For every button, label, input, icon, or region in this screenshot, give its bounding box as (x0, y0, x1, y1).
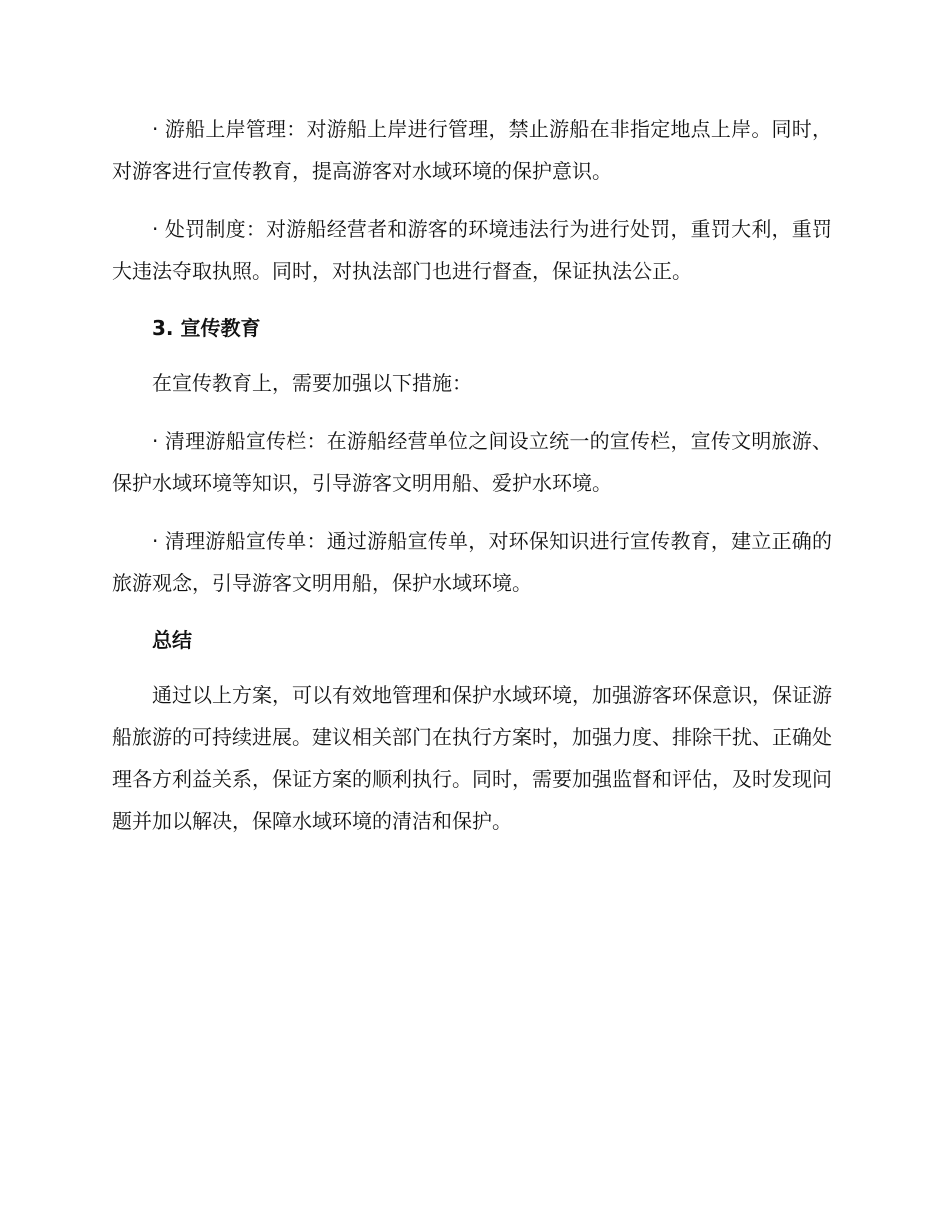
bullet-publicity-board: · 清理游船宣传栏：在游船经营单位之间设立统一的宣传栏，宣传文明旅游、保护水域环境等知识，引导游客文明用船、爱护水环境。 (112, 429, 832, 495)
section-heading-publicity-education: 3. 宣传教育 (152, 316, 261, 340)
document-body (112, 108, 832, 858)
bullet-landing-management: · 游船上岸管理：对游船上岸进行管理，禁止游船在非指定地点上岸。同时，对游客进行宣传教育，提高游客对水域环境的保护意识。 (112, 117, 832, 183)
section-heading-summary: 总结 (152, 628, 192, 652)
intro-publicity-measures: 在宣传教育上，需要加强以下措施： (152, 371, 472, 395)
summary-paragraph: 通过以上方案，可以有效地管理和保护水域环境，加强游客环保意识，保证游船旅游的可持续进展。建议相关部门在执行方案时，加强力度、排除干扰、正确处理各方利益关系，保证方案的顺利执行。同时，需要加强监督和评估，及时发现问题并加以解决，保障水域环境的清洁和保护。 (112, 683, 832, 833)
bullet-publicity-leaflet: · 清理游船宣传单：通过游船宣传单，对环保知识进行宣传教育，建立正确的旅游观念，引导游客文明用船，保护水域环境。 (112, 529, 832, 595)
bullet-penalty-system: · 处罚制度：对游船经营者和游客的环境违法行为进行处罚，重罚大利，重罚大违法夺取执照。同时，对执法部门也进行督查，保证执法公正。 (112, 217, 832, 283)
